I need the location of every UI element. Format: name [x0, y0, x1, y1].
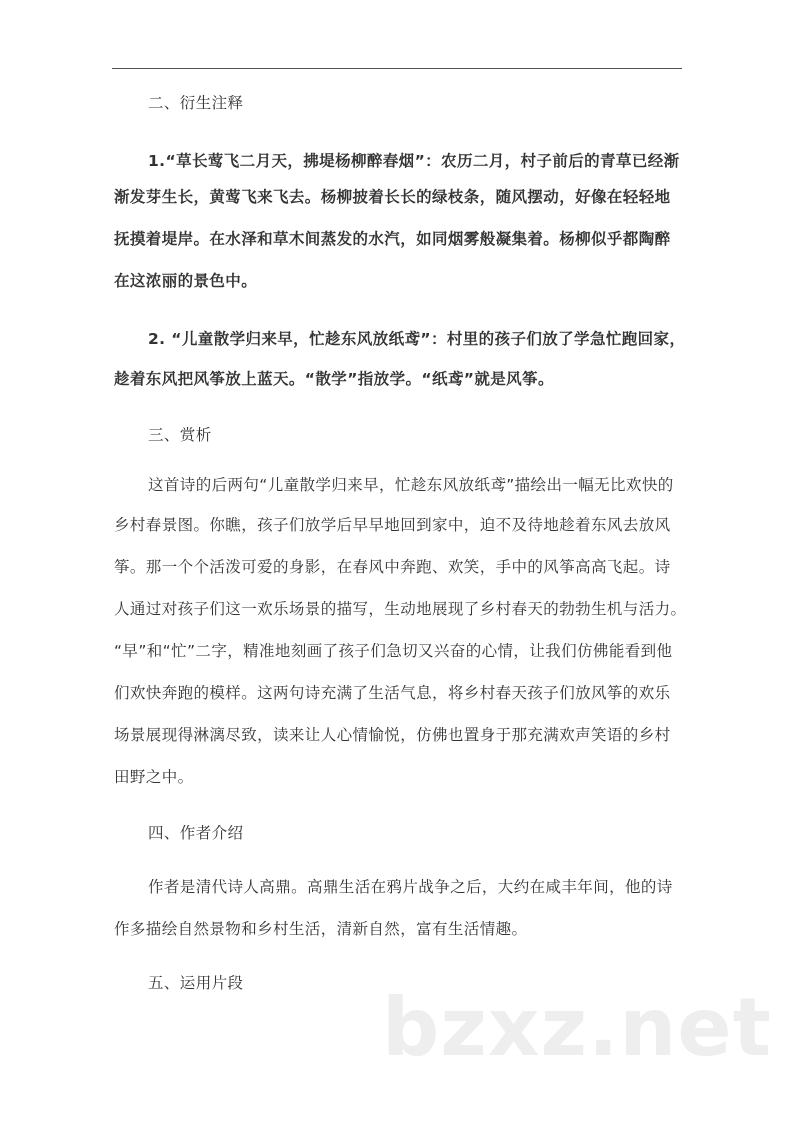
note-1-number: 1. — [148, 152, 166, 170]
author-line-1: 作者是清代诗人高鼎。高鼎生活在鸦片战争之后，大约在咸丰年间，他的诗 — [148, 878, 673, 896]
appreciation-line-2: 乡村春景图。你瞧，孩子们放学后早早地回到家中，迫不及待地趁着东风去放风 — [114, 516, 671, 534]
appreciation-line-1: 这首诗的后两句“儿童散学归来早，忙趁东风放纸鸢”描绘出一幅无比欢快的 — [148, 476, 674, 494]
section-heading: 五、运用片段 — [148, 974, 244, 992]
site-watermark: bzxz.net — [382, 981, 772, 1074]
note-2-line-1 — [148, 328, 685, 350]
note-2-line-2: 趁着东风把风筝放上蓝天。“散学”指放学。“纸鸢”就是风筝。 — [114, 370, 554, 388]
author-line-2: 作多描绘自然景物和乡村生活，清新自然，富有生活情趣。 — [114, 920, 528, 938]
appreciation-line-8: 田野之中。 — [114, 768, 194, 786]
note-1-line-2: 渐发芽生长，黄莺飞来飞去。杨柳披着长长的绿枝条，随风摆动，好像在轻轻地 — [114, 188, 671, 206]
note-2-text: “儿童散学归来早，忙趁东风放纸鸢”：村里的孩子们放了学急忙跑回家， — [165, 330, 686, 348]
appreciation-line-6: 们欢快奔跑的模样。这两句诗充满了生活气息，将乡村春天孩子们放风筝的欢乐 — [114, 684, 671, 702]
note-1-line-1 — [148, 150, 680, 172]
section-heading: 二、衍生注释 — [148, 94, 244, 112]
note-1-line-4: 在这浓丽的景色中。 — [114, 272, 258, 290]
appreciation-line-3: 筝。那一个个活泼可爱的身影，在春风中奔跑、欢笑，手中的风筝高高飞起。诗 — [114, 558, 671, 576]
note-1-text: “草长莺飞二月天，拂堤杨柳醉春烟”：农历二月，村子前后的青草已经渐 — [165, 152, 680, 170]
section-heading: 三、赏析 — [148, 426, 212, 444]
appreciation-line-7: 场景展现得淋漓尽致，读来让人心情愉悦，仿佛也置身于那充满欢声笑语的乡村 — [114, 726, 671, 744]
section-heading: 四、作者介绍 — [148, 824, 244, 842]
appreciation-line-4: 人通过对孩子们这一欢乐场景的描写，生动地展现了乡村春天的勃勃生机与活力。 — [114, 600, 687, 618]
note-2-number: 2. — [148, 330, 166, 348]
header-rule — [112, 68, 682, 69]
appreciation-line-5: “早”和“忙”二字，精准地刻画了孩子们急切又兴奋的心情，让我们仿佛能看到他 — [114, 642, 673, 660]
note-1-line-3: 抚摸着堤岸。在水泽和草木间蒸发的水汽，如同烟雾般凝集着。杨柳似乎都陶醉 — [114, 230, 671, 248]
